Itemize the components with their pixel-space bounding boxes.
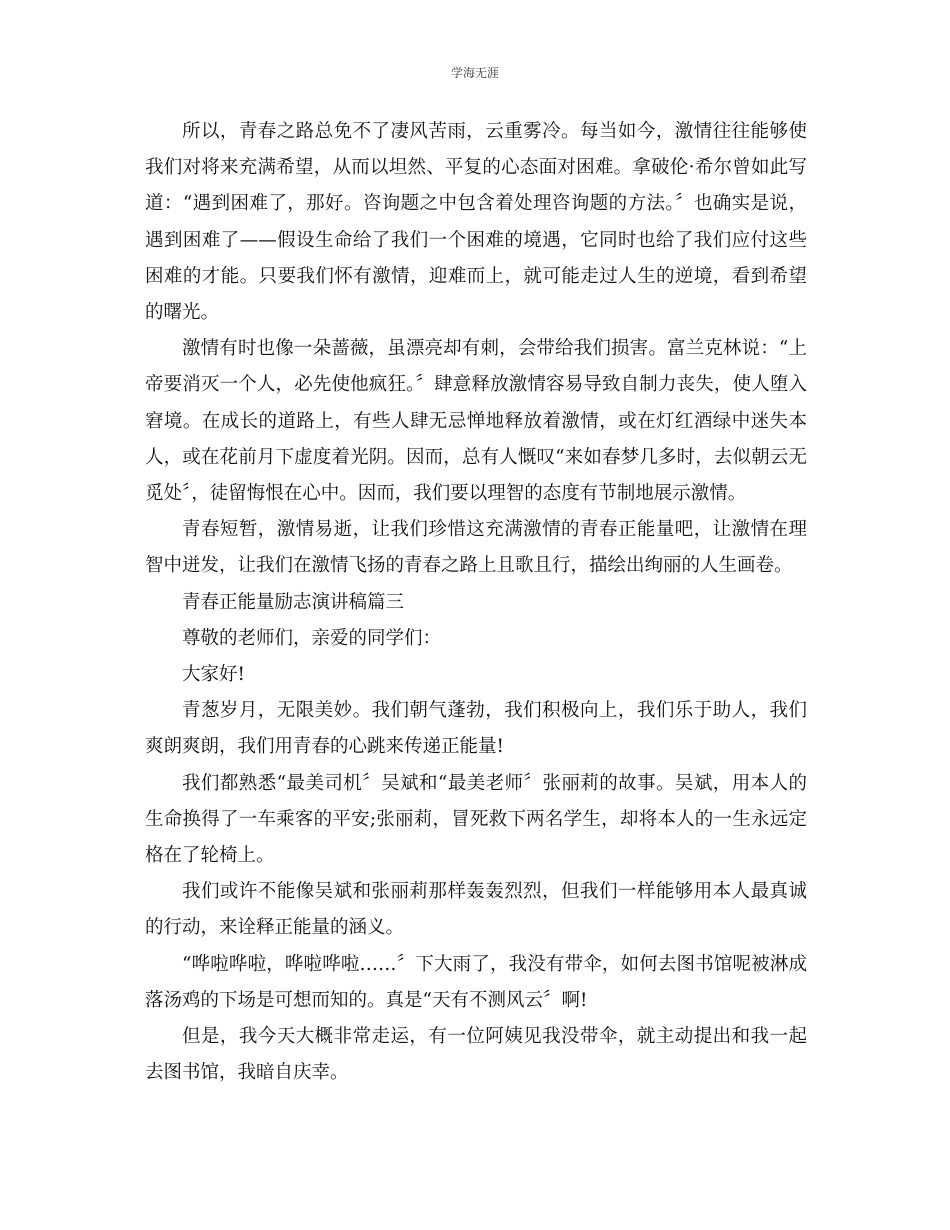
paragraph: 青葱岁月，无限美妙。我们朝气蓬勃，我们积极向上，我们乐于助人，我们爽朗爽朗，我们用青春的心跳来传递正能量! (145, 700, 807, 758)
section-title: 青春正能量励志演讲稿篇三 (182, 591, 405, 613)
paragraph: 激情有时也像一朵蔷薇，虽漂亮却有刺，会带给我们损害。富兰克林说：“上帝要消灭一个人，必先使他疯狂。〞肆意释放激情容易导致自制力丧失，使人堕入窘境。在成长的道路上，有些人肆无忌惮地释放着激情，或在灯红酒绿中迷失本人，或在花前月下虚度着光阴。因而，总有人慨叹“来如春梦几多时，去似朝云无觅处〞，徒留悔恨在心中。因而，我们要以理智的态度有节制地展示激情。 (145, 338, 807, 505)
paragraph: 但是，我今天大概非常走运，有一位阿姨见我没带伞，就主动提出和我一起去图书馆，我暗自庆幸。 (145, 1026, 807, 1084)
document-body (145, 114, 807, 1091)
paragraph: 青春短暂，激情易逝，让我们珍惜这充满激情的青春正能量吧，让激情在理智中迸发，让我们在激情飞扬的青春之路上且歌且行，描绘出绚丽的人生画卷。 (145, 519, 807, 577)
salutation: 尊敬的老师们，亲爱的同学们： (182, 627, 442, 649)
paragraph: 我们都熟悉“最美司机〞吴斌和“最美老师〞张丽莉的故事。吴斌，用本人的生命换得了一车乘客的平安;张丽莉，冒死救下两名学生，却将本人的一生永远定格在了轮椅上。 (145, 772, 807, 867)
greeting: 大家好! (182, 664, 245, 686)
paragraph: 所以，青春之路总免不了凄风苦雨，云重雾冷。每当如今，激情往往能够使我们对将来充满希望，从而以坦然、平复的心态面对困难。拿破伦·希尔曾如此写道：“遇到困难了，那好。咨询题之中包含着处理咨询题的方法。〞也确实是说，遇到困难了——假设生命给了我们一个困难的境遇，它同时也给了我们应付这些困难的才能。只要我们怀有激情，迎难而上，就可能走过人生的逆境，看到希望的曙光。 (145, 121, 807, 324)
paragraph: “哗啦哗啦，哗啦哗啦……〞下大雨了，我没有带伞，如何去图书馆呢被淋成落汤鸡的下场是可想而知的。真是“天有不测风云〞啊! (145, 953, 807, 1011)
page-header: 学海无涯 (450, 66, 499, 80)
paragraph: 我们或许不能像吴斌和张丽莉那样轰轰烈烈，但我们一样能够用本人最真诚的行动，来诠释正能量的涵义。 (145, 881, 807, 939)
